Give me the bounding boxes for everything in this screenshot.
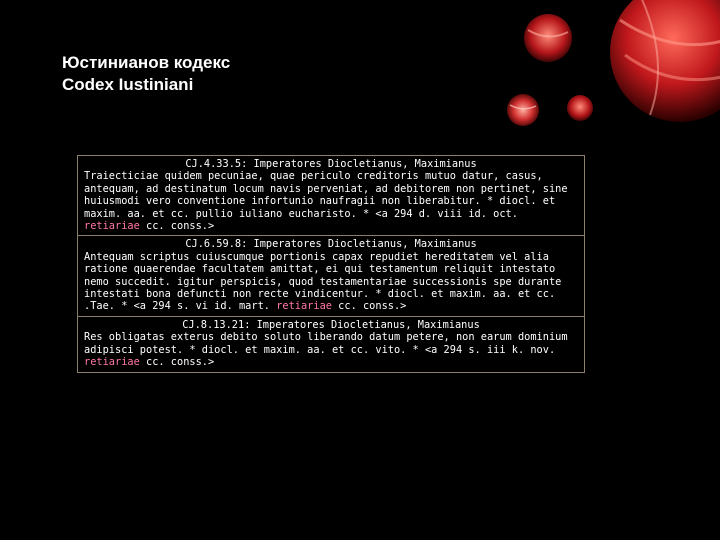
excerpt-text: Antequam scriptus cuiuscumque portionis capax repudiet hereditatem vel alia ratione quaerendae facultatem amittat, ei qui testamentum reliquit intestato nemo succedit. igitur perspicis, quod testamentariae successionis spe durante intestati bona defuncti non recte vindicentur. * diocl. et maxim. aa. et cc. .Tae. * <a 294 s. vi id. mart. retiariae cc. conss.> [84, 250, 562, 313]
highlighted-word: retiariae [84, 356, 140, 369]
page-title [62, 52, 230, 96]
code-excerpts-table [77, 155, 585, 373]
excerpt-heading: CJ.6.59.8: Imperatores Diocletianus, Maximianus [185, 238, 477, 251]
excerpt-text: Res obligatas exterus debito soluto liberando datum petere, non earum dominium adipisci potest. * diocl. et maxim. aa. et cc. vito. * <a 294 s. iii k. nov. retiariae cc. conss.> [84, 331, 568, 369]
excerpt-cell [78, 236, 584, 316]
title-latin: Codex Iustiniani [62, 75, 194, 94]
tiny-sphere [567, 95, 593, 121]
large-sphere [610, 0, 720, 122]
title-russian: Юстинианов кодекс [62, 53, 231, 72]
excerpt-text: Traiecticiae quidem pecuniae, quae periculo creditoris mutuo datur, casus, antequam, ad destinatum locum navis perveniat, ad debitorem non pertinet, sine huiusmodi vero conventione infortunio naufragii non liberabitur. * diocl. et maxim. aa. et cc. pullio iuliano eucharisto. * <a 294 d. viii id. oct. retiariae cc. conss.> [84, 170, 568, 233]
highlighted-word: retiariae [276, 300, 332, 313]
medium-sphere [524, 14, 572, 62]
excerpt-cell [78, 317, 584, 372]
excerpt-heading: CJ.8.13.21: Imperatores Diocletianus, Maximianus [182, 318, 480, 331]
excerpt-heading: CJ.4.33.5: Imperatores Diocletianus, Maximianus [185, 158, 477, 170]
excerpt-cell [78, 156, 584, 236]
highlighted-word: retiariae [84, 220, 140, 233]
small-sphere [507, 94, 539, 126]
